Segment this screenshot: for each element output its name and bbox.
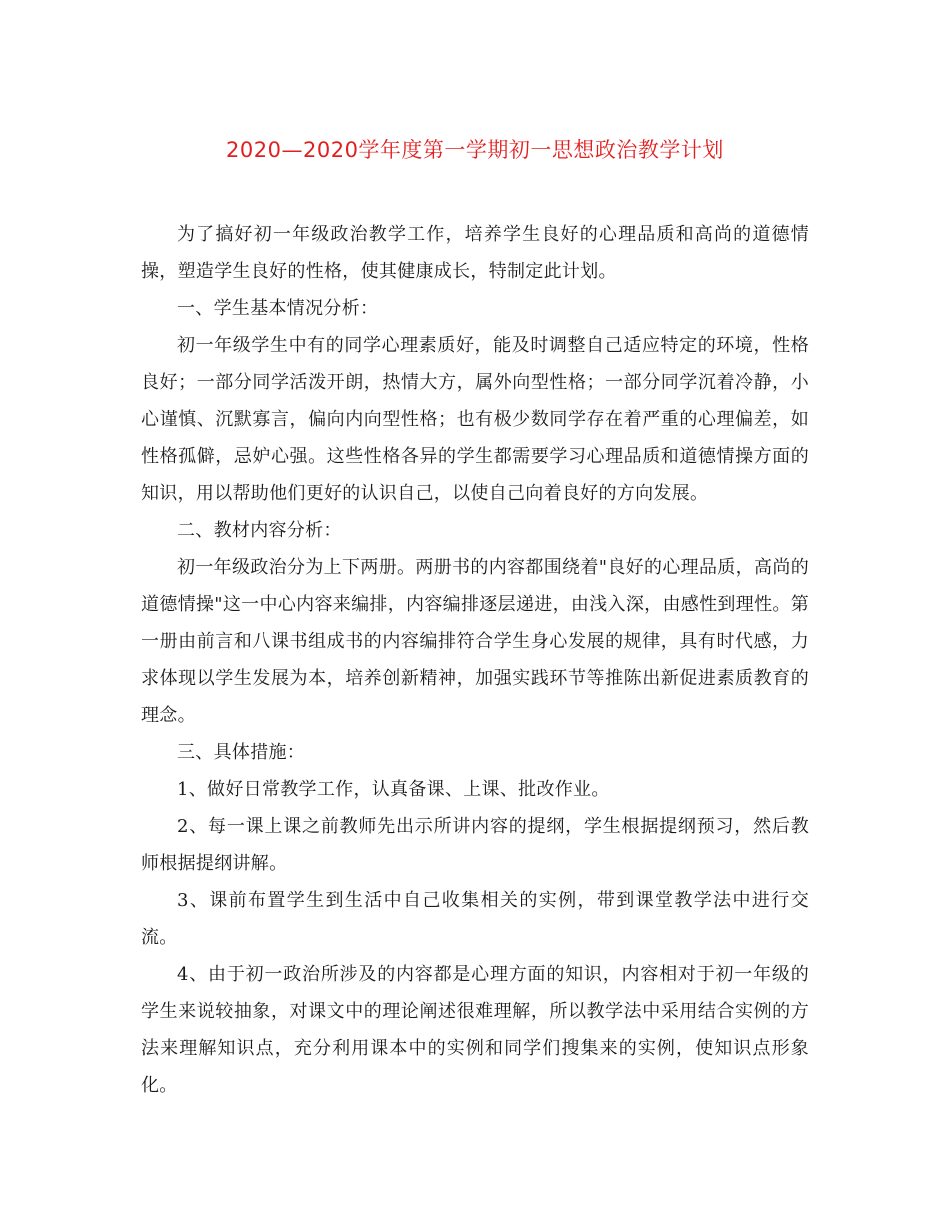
paragraph-textbook: 初一年级政治分为上下两册。两册书的内容都围绕着"良好的心理品质，高尚的道德情操"这一中心内容来编排，内容编排逐层递进，由浅入深，由感性到理性。第一册由前言和八课书组成书的内容编排符合学生身心发展的规律，具有时代感，力求体现以学生发展为本，培养创新精神，加强实践环节等推陈出新促进素质教育的理念。 — [141, 557, 809, 726]
document-title: 2020—2020学年度第一学期初一思想政治教学计划 — [226, 138, 724, 162]
document-body — [141, 216, 809, 1104]
section-heading-students: 一、学生基本情况分析： — [177, 298, 379, 319]
section-heading-measures: 三、具体措施： — [177, 742, 306, 763]
measure-item-2: 2、每一课上课之前教师先出示所讲内容的提纲，学生根据提纲预习，然后教师根据提纲讲解。 — [141, 816, 809, 874]
section-heading-textbook: 二、教材内容分析： — [177, 520, 342, 541]
measure-item-1: 1、做好日常教学工作，认真备课、上课、批改作业。 — [177, 779, 610, 800]
measure-item-3: 3、课前布置学生到生活中自己收集相关的实例，带到课堂教学法中进行交流。 — [141, 890, 809, 948]
paragraph-intro: 为了搞好初一年级政治教学工作，培养学生良好的心理品质和高尚的道德情操，塑造学生良好的性格，使其健康成长，特制定此计划。 — [141, 224, 809, 282]
paragraph-students: 初一年级学生中有的同学心理素质好，能及时调整自己适应特定的环境，性格良好；一部分同学活泼开朗，热情大方，属外向型性格；一部分同学沉着冷静，小心谨慎、沉默寡言，偏向内向型性格；也有极少数同学存在着严重的心理偏差，如性格孤僻，忌妒心强。这些性格各异的学生都需要学习心理品质和道德情操方面的知识，用以帮助他们更好的认识自己，以使自己向着良好的方向发展。 — [141, 335, 809, 504]
measure-item-4: 4、由于初一政治所涉及的内容都是心理方面的知识，内容相对于初一年级的学生来说较抽象，对课文中的理论阐述很难理解，所以教学法中采用结合实例的方法来理解知识点，充分利用课本中的实例和同学们搜集来的实例，使知识点形象化。 — [141, 964, 809, 1096]
